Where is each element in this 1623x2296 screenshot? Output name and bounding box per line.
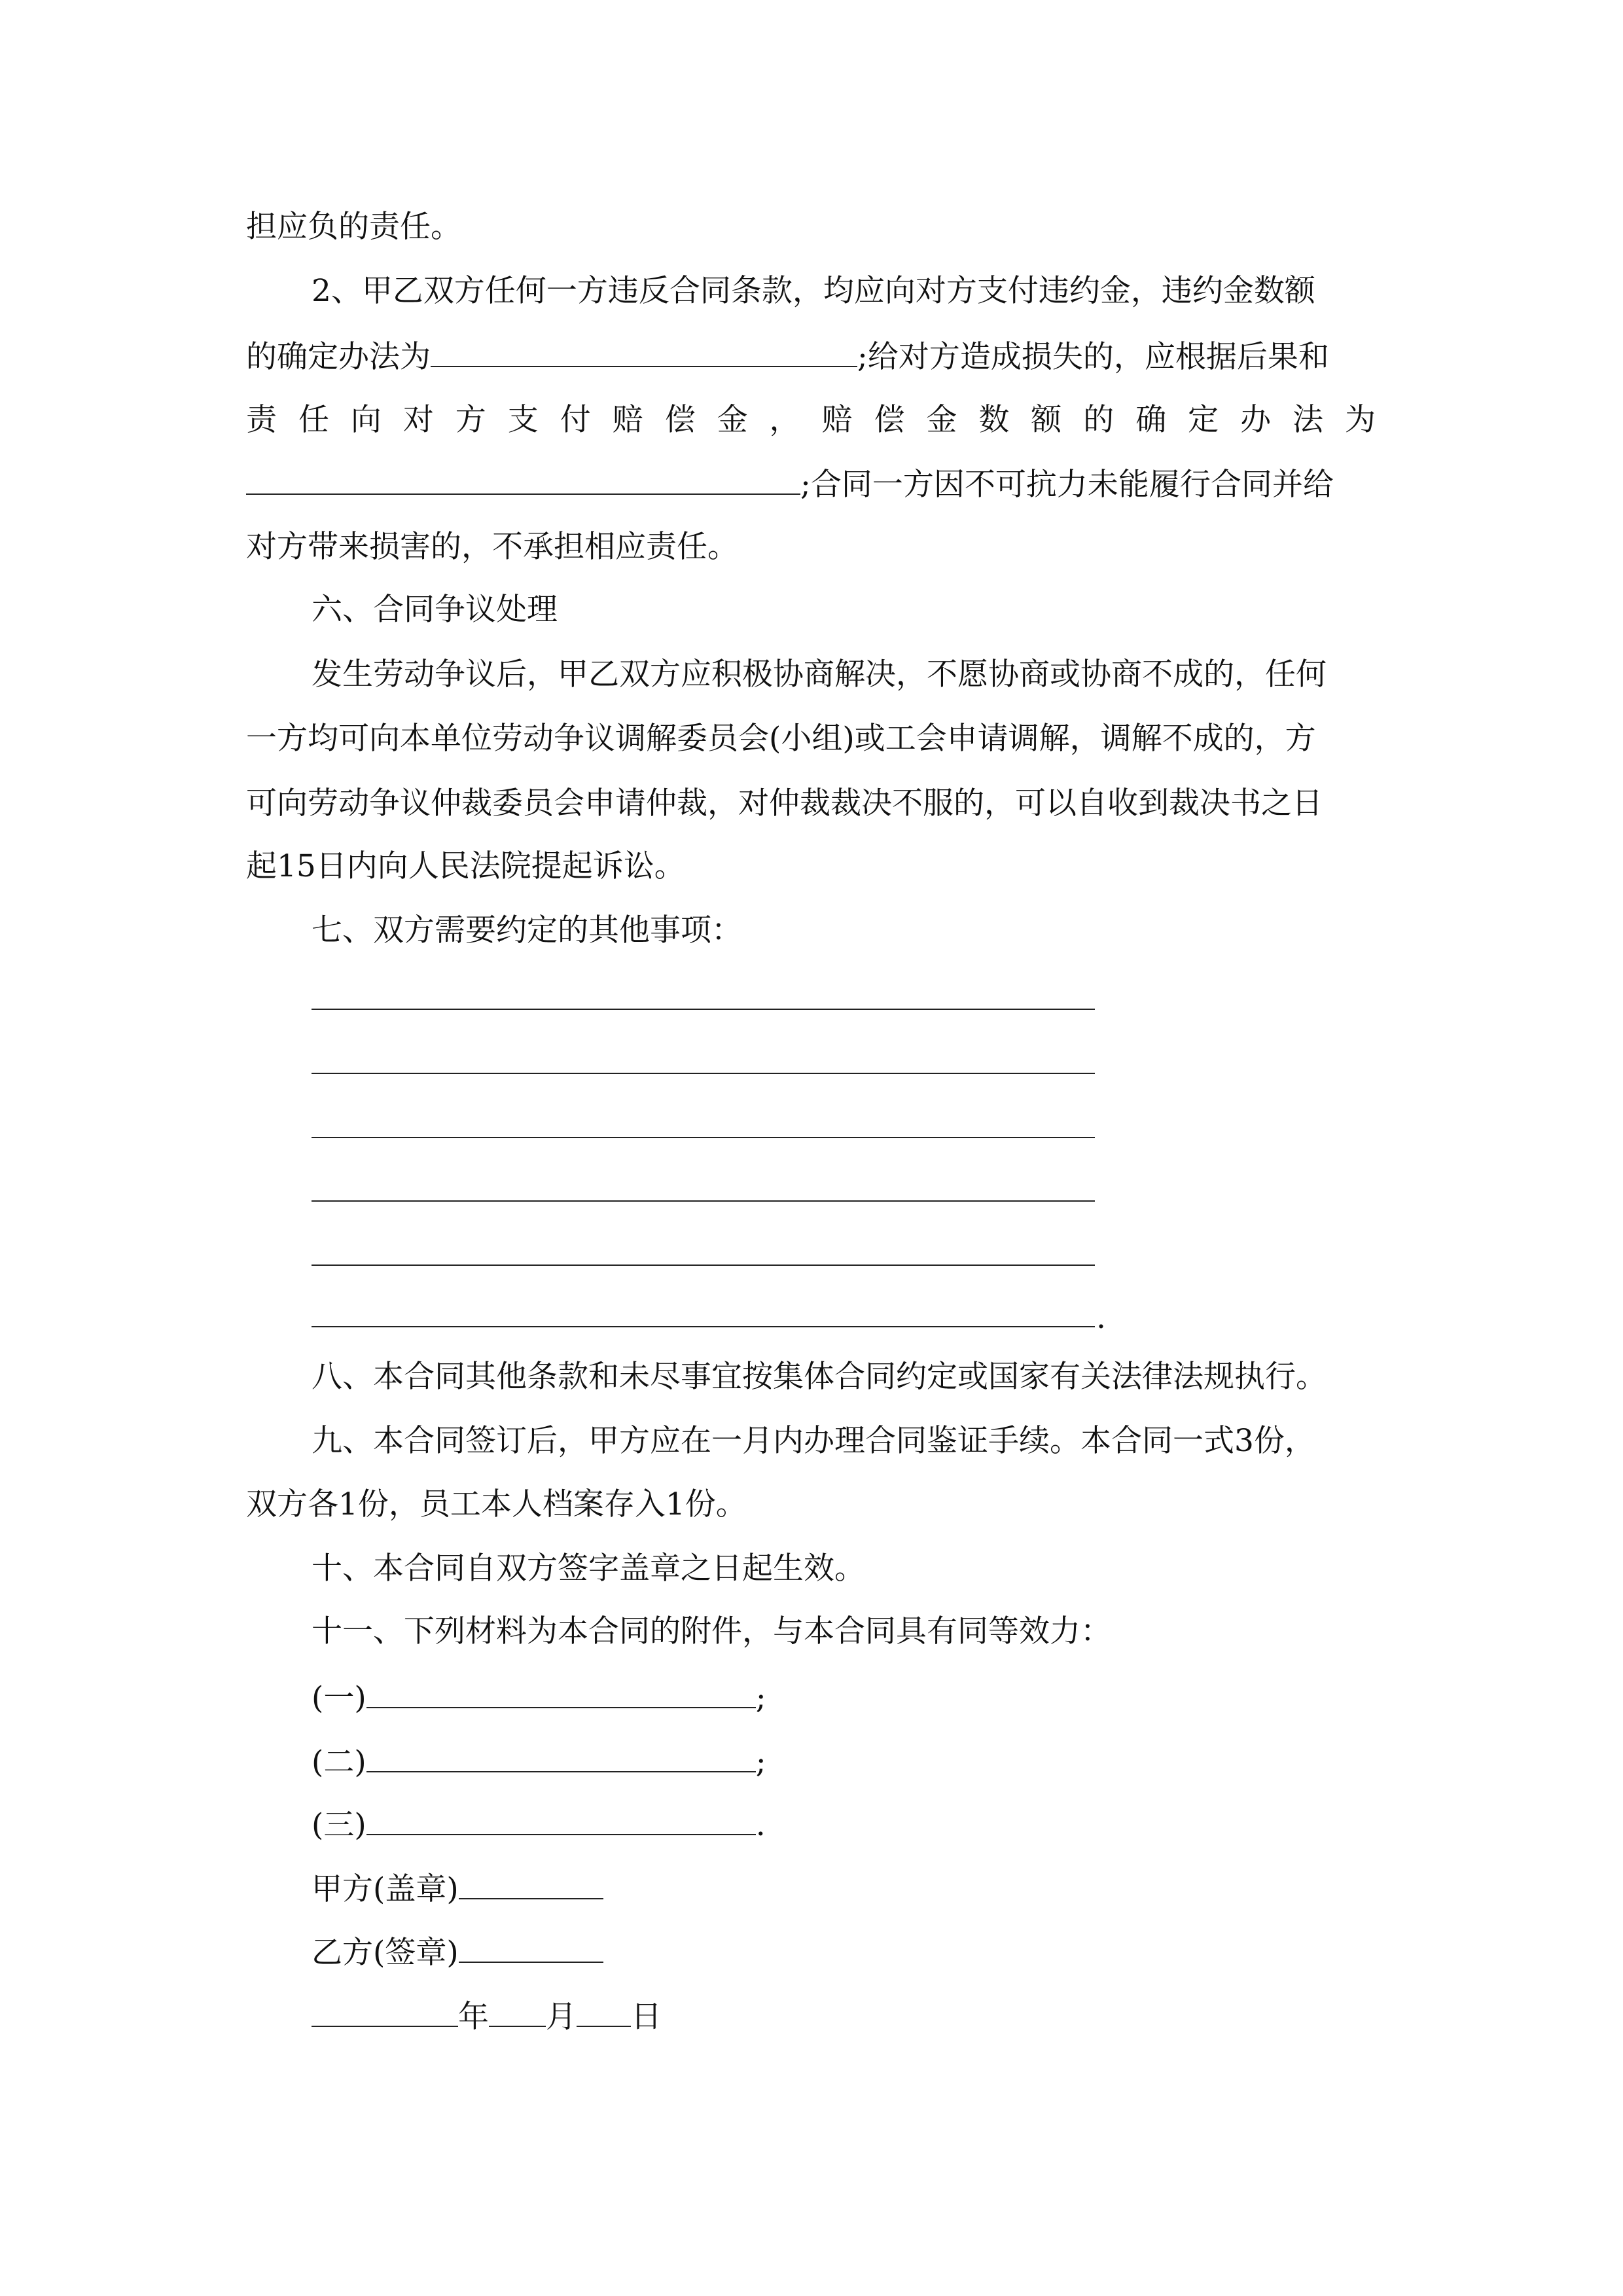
fill-line[interactable] <box>312 1073 1095 1074</box>
fill-line[interactable] <box>312 1137 1095 1138</box>
date-line <box>312 1996 1376 2037</box>
label: (三) <box>312 1807 366 1843</box>
fill-blank[interactable] <box>459 1868 603 1899</box>
fill-line[interactable] <box>312 1200 1095 1202</box>
fill-line[interactable] <box>312 1265 1095 1266</box>
label: (二) <box>312 1744 366 1780</box>
paragraph-line: 2、甲乙双方任何一方违反合同条款，均应向对方支付违约金，违约金数额 <box>312 273 1315 309</box>
year-label: 年 <box>458 1999 489 2035</box>
section-heading: 七、双方需要约定的其他事项： <box>312 912 742 948</box>
label: 乙方(签章) <box>312 1935 459 1971</box>
fill-line[interactable] <box>312 1326 1095 1327</box>
fill-blank[interactable] <box>246 463 800 495</box>
party-b-signature <box>312 1931 1376 1973</box>
text: ;给对方造成损失的，应根据后果和 <box>857 339 1329 375</box>
paragraph-line: 对方带来损害的，不承担相应责任。 <box>246 529 738 565</box>
paragraph-line: 发生劳动争议后，甲乙双方应积极协商解决，不愿协商或协商不成的，任何 <box>312 656 1327 692</box>
fill-blank[interactable] <box>459 1931 603 1963</box>
fill-blank[interactable] <box>366 1677 756 1708</box>
party-a-signature <box>312 1868 1376 1909</box>
month-blank[interactable] <box>489 1996 546 2027</box>
paragraph-line: 九、本合同签订后，甲方应在一月内办理合同鉴证手续。本合同一式3份， <box>312 1423 1315 1459</box>
day-label: 日 <box>631 1999 662 2035</box>
paragraph-line: 责任向对方支付赔偿金，赔偿金数额的确定办法为 <box>246 402 1376 438</box>
text: ; <box>755 1744 766 1780</box>
paragraph-line: 八、本合同其他条款和未尽事宜按集体合同约定或国家有关法律法规执行。 <box>312 1359 1327 1395</box>
month-label: 月 <box>546 1999 577 2035</box>
paragraph-line: 可向劳动争议仲裁委员会申请仲裁，对仲裁裁决不服的，可以自收到裁决书之日 <box>246 785 1323 821</box>
text: . <box>755 1807 766 1843</box>
paragraph-line: 十、本合同自双方签字盖章之日起生效。 <box>312 1551 865 1587</box>
paragraph-line: 十一、下列材料为本合同的附件，与本合同具有同等效力： <box>312 1613 1111 1649</box>
attachment-2 <box>312 1741 1376 1782</box>
period: . <box>1096 1300 1106 1336</box>
text: 的确定办法为 <box>246 339 431 375</box>
fill-line[interactable] <box>312 1009 1095 1010</box>
paragraph-line: 一方均可向本单位劳动争议调解委员会(小组)或工会申请调解，调解不成的，方 <box>246 721 1316 757</box>
paragraph-line: 双方各1份，员工本人档案存入1份。 <box>246 1486 747 1522</box>
paragraph-line <box>246 336 1376 377</box>
paragraph-line <box>246 463 1376 505</box>
fill-blank[interactable] <box>366 1804 756 1835</box>
text: ; <box>755 1680 766 1716</box>
paragraph-line: 担应负的责任。 <box>246 209 461 245</box>
year-blank[interactable] <box>312 1996 458 2027</box>
label: (一) <box>312 1680 366 1716</box>
attachment-1 <box>312 1677 1376 1718</box>
attachment-3 <box>312 1804 1376 1845</box>
text: ;合同一方因不可抗力未能履行合同并给 <box>800 467 1334 503</box>
section-heading: 六、合同争议处理 <box>312 592 558 628</box>
fill-blank[interactable] <box>366 1741 756 1772</box>
paragraph-line: 起15日内向人民法院提起诉讼。 <box>246 848 685 884</box>
label: 甲方(盖章) <box>312 1871 459 1907</box>
fill-blank[interactable] <box>431 336 857 367</box>
day-blank[interactable] <box>577 1996 631 2027</box>
